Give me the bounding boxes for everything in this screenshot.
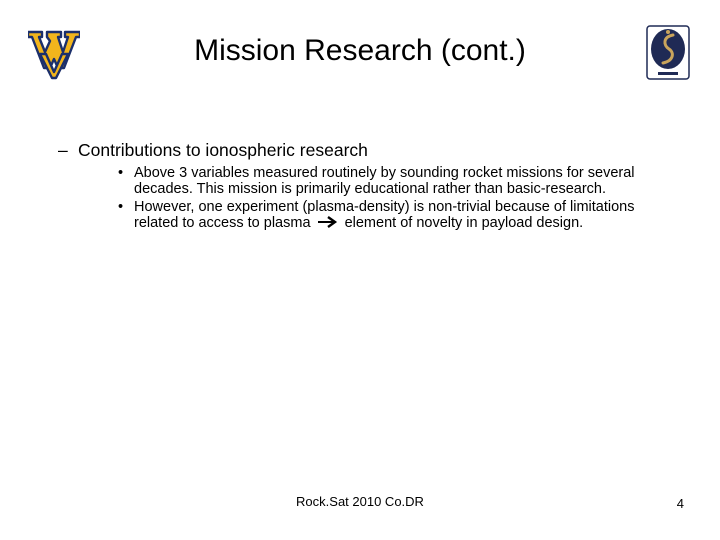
dash-bullet: – xyxy=(58,140,68,160)
slide-body xyxy=(58,139,668,233)
bullet-dot: • xyxy=(118,198,124,215)
main-bullet xyxy=(58,139,668,161)
sub-bullet-2-conclusion: element of novelty in payload design. xyxy=(344,215,584,232)
page-number: 4 xyxy=(676,496,684,511)
footer-text: Rock.Sat 2010 Co.DR xyxy=(296,494,424,509)
sub-bullet-1-text: Above 3 variables measured routinely by sounding rocket missions for several decades. This mission is primarily educational rather than basic-research. xyxy=(134,165,635,198)
main-bullet-text: Contributions to ionospheric research xyxy=(78,140,368,160)
sub-bullet-list xyxy=(58,165,668,232)
wv-logo-icon xyxy=(28,30,80,80)
space-grant-seal-icon xyxy=(646,25,690,80)
bullet-dot: • xyxy=(118,165,124,181)
sub-bullet-2 xyxy=(114,199,668,232)
sub-bullet-2-text: However, one experiment (plasma-density) is non-trivial because of limitations related to access to plasma xyxy=(134,198,635,232)
sub-bullet-1 xyxy=(114,165,668,198)
arrow-right-icon xyxy=(317,216,339,228)
slide-title: Mission Research (cont.) xyxy=(194,34,526,67)
